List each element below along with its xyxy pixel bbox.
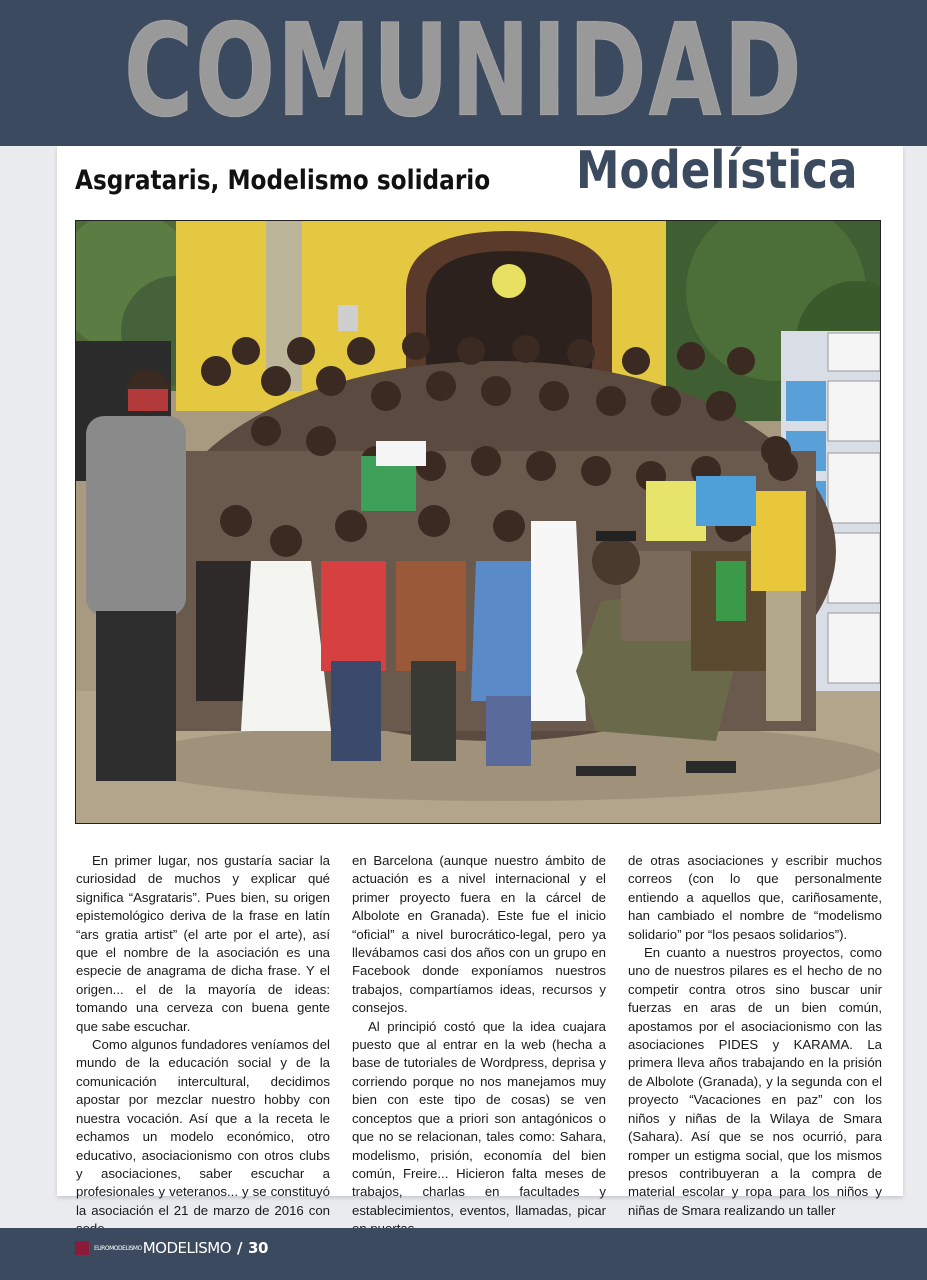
paragraph: Al principió costó que la idea cuajara puesto que al entrar en la web (hecha a base de tutoriales de Wordpress, deprisa y corriendo porque no nos manejamos muy bien con este tipo de cosas) se ven conceptos que a priori son antagónicos o que no se relacionan, tales como: Sahara, modelismo, prisión, economía del bien común, Freire... Hicieron falta meses de trabajos, charlas en facultades y establecimientos, eventos, llamadas, picar [352,1018,606,1218]
magazine-name: MODELISMO [142,1239,232,1257]
paragraph: En primer lugar, nos gustaría saciar la curiosidad de muchos y explicar qué significa “Asgrataris”. Pues bien, su origen epistemológico deriva de la frase en latín “ars gratia artist” (el arte por el arte), así que el nombre de la asociación es una especie de anagrama de dicha frase. Y el origen... el de la mayoría de ideas: tomando una cerveza con buena gente que sabe escuchar. [76,853,330,1034]
paragraph: de otras asociaciones y escribir muchos correos (con lo que personalmente entiendo a aquellos que, cariñosamente, han cambiado el nombre de “modelismo solidario” por “los pesaos solidarios”). [628,853,882,942]
section-subtitle: Modelística [576,141,858,201]
paragraph: En cuanto a nuestros proyectos, como uno de nuestros pilares es el hecho de no competir contra otros sino buscar unir fuerzas en aras de un bien común, apostamos por el asociacionismo con las asociaciones PIDES y KARAMA. La primera lleva años trabajando en la prisión de Albolote (Granada), y la segunda con el proyecto “Vacaciones en paz” con los niños y niñas de la Wilaya de Smara (Sahara). Así que se nos ocurrió, para romper un estigma social, que los mismos presos contribuyeran a la compra de material escolar y ropa para los niños y niñas de Smara realizando un taller [628,945,882,1218]
article-headline: Asgrataris, Modelismo solidario [75,165,491,196]
article-photo [75,220,881,824]
text-column-1 [76,852,330,1239]
text-column-2 [352,852,606,1239]
paragraph: en Barcelona (aunque nuestro ámbito de actuación es a nivel internacional y el primer proyecto fuera en la cárcel de Albolote en Granada). Este fue el inicio “oficial” a nivel burocrático-legal, pero ya llevábamos casi dos años con un grupo en Facebook donde exponíamos nuestros trabajos, compartíamos ideas, recursos y consejos. [352,853,606,1016]
text-column-3 [628,852,882,1220]
section-title: COMUNIDAD [121,2,807,142]
footer-magazine [94,1238,268,1258]
page-number: 30 [248,1239,268,1257]
header-banner [0,0,927,146]
footer-marker [75,1241,89,1255]
footer-separator: / [237,1239,243,1257]
magazine-prefix: EUROMODELISMO [94,1244,142,1252]
paragraph: Como algunos fundadores veníamos del mundo de la educación social y de la comunicación intercultural, decidimos apostar por mezclar nuestro hobby con nuestra vocación. Así que a la receta le echamos un modelo económico, otro educativo, asociacionismo con otros clubs y asociaciones, saber escuchar a profesionales y veteranos... y se constituyó la asociación el 21 de marzo de 2016 con [76,1037,330,1218]
